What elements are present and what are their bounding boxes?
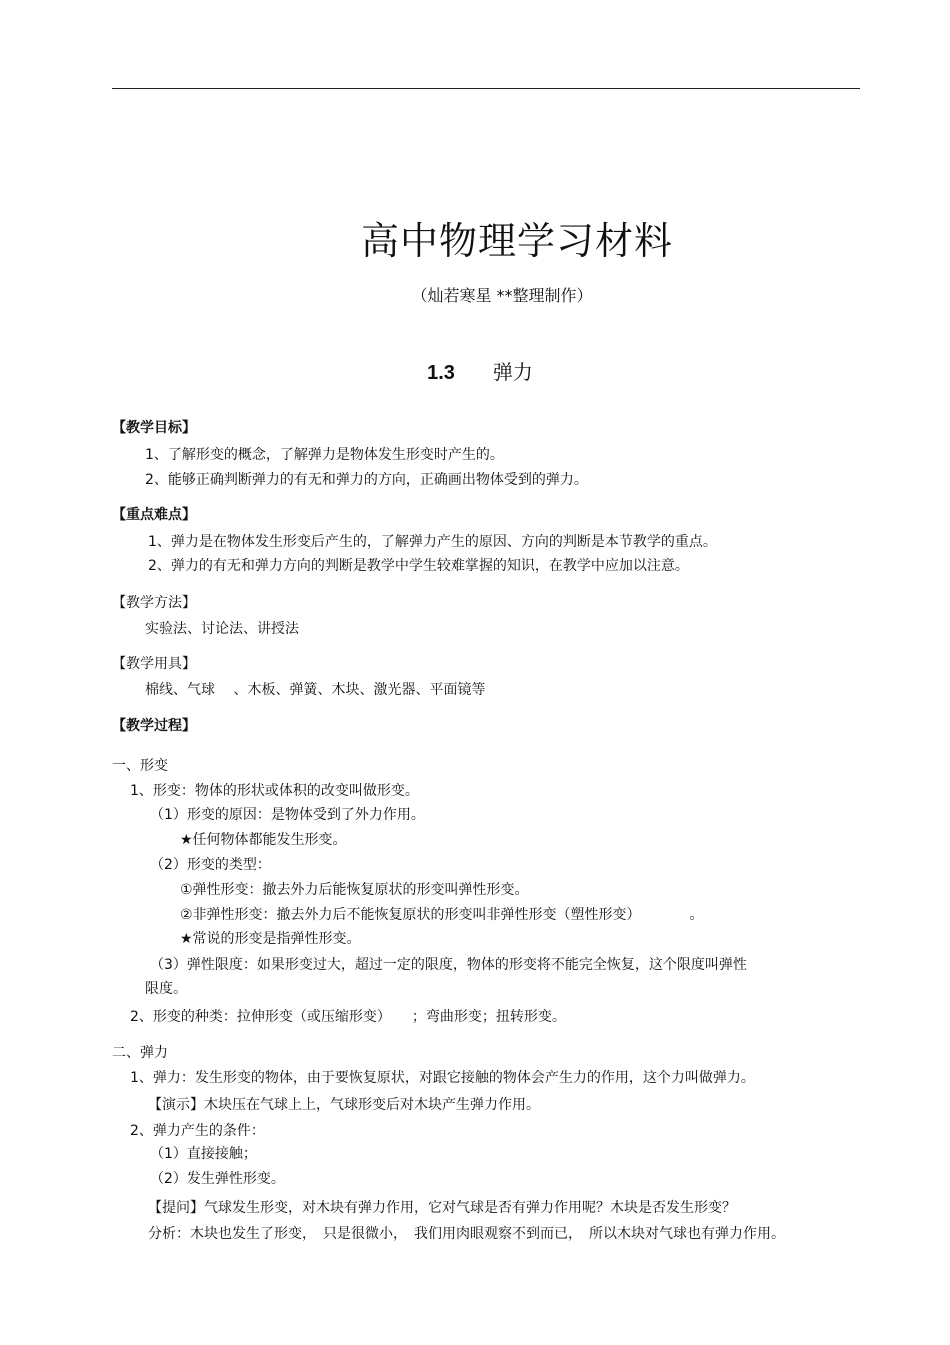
body-line: 2、弹力产生的条件： — [130, 1123, 265, 1139]
body-line: ★任何物体都能发生形变。 — [180, 832, 347, 848]
section-title: 弹力 — [492, 360, 533, 384]
key-points-heading: 【重点难点】 — [112, 507, 196, 523]
process-heading: 【教学过程】 — [112, 718, 196, 734]
section-heading-deformation: 一、形变 — [112, 758, 168, 774]
body-line: 【演示】木块压在气球上上，气球形变后对木块产生弹力作用。 — [148, 1097, 540, 1113]
body-line: （1）直接接触； — [150, 1146, 257, 1162]
body-line: （1）形变的原因：是物体受到了外力作用。 — [150, 807, 425, 823]
method-heading: 【教学方法】 — [112, 595, 196, 611]
header-rule — [112, 88, 860, 89]
body-line: 2、形变的种类：拉伸形变（或压缩形变） ；弯曲形变；扭转形变。 — [130, 1009, 566, 1025]
goal-item: 2、能够正确判断弹力的有无和弹力的方向，正确画出物体受到的弹力。 — [145, 472, 588, 488]
body-line: 1、弹力：发生形变的物体，由于要恢复原状，对跟它接触的物体会产生力的作用，这个力叫做弹力。 — [130, 1070, 755, 1086]
key-point-item: 2、弹力的有无和弹力方向的判断是教学中学生较难掌握的知识，在教学中应加以注意。 — [148, 558, 689, 574]
document-subtitle: （灿若寒星 **整理制作） — [411, 286, 593, 305]
body-line: ★常说的形变是指弹性形变。 — [180, 931, 361, 947]
body-line: （3）弹性限度：如果形变过大，超过一定的限度，物体的形变将不能完全恢复，这个限度叫弹性 — [150, 957, 747, 973]
method-text: 实验法、讨论法、讲授法 — [145, 621, 299, 637]
goals-heading: 【教学目标】 — [112, 420, 196, 436]
body-line: 限度。 — [145, 981, 187, 997]
tools-text: 棉线、气球 、木板、弹簧、木块、激光器、平面镜等 — [145, 682, 486, 698]
body-line: 【提问】气球发生形变，对木块有弹力作用，它对气球是否有弹力作用呢？木块是否发生形变？ — [148, 1200, 736, 1216]
key-point-item: 1、弹力是在物体发生形变后产生的，了解弹力产生的原因、方向的判断是本节教学的重点。 — [148, 534, 717, 550]
body-line: 分析：木块也发生了形变， 只是很微小， 我们用肉眼观察不到而已， 所以木块对气球也有弹力作用。 — [148, 1226, 785, 1242]
body-line: ②非弹性形变：撤去外力后不能恢复原状的形变叫非弹性形变（塑性形变） 。 — [180, 907, 704, 923]
section-heading-elastic-force: 二、弹力 — [112, 1045, 168, 1061]
body-line: 1、形变：物体的形状或体积的改变叫做形变。 — [130, 783, 419, 799]
goal-item: 1、了解形变的概念，了解弹力是物体发生形变时产生的。 — [145, 447, 504, 463]
body-line: ①弹性形变：撤去外力后能恢复原状的形变叫弹性形变。 — [180, 882, 529, 898]
section-heading — [0, 356, 950, 385]
section-number: 1.3 — [427, 362, 455, 384]
body-line: （2）形变的类型： — [150, 857, 271, 873]
tools-heading: 【教学用具】 — [112, 656, 196, 672]
document-title: 高中物理学习材料 — [360, 219, 673, 263]
body-line: （2）发生弹性形变。 — [150, 1171, 285, 1187]
